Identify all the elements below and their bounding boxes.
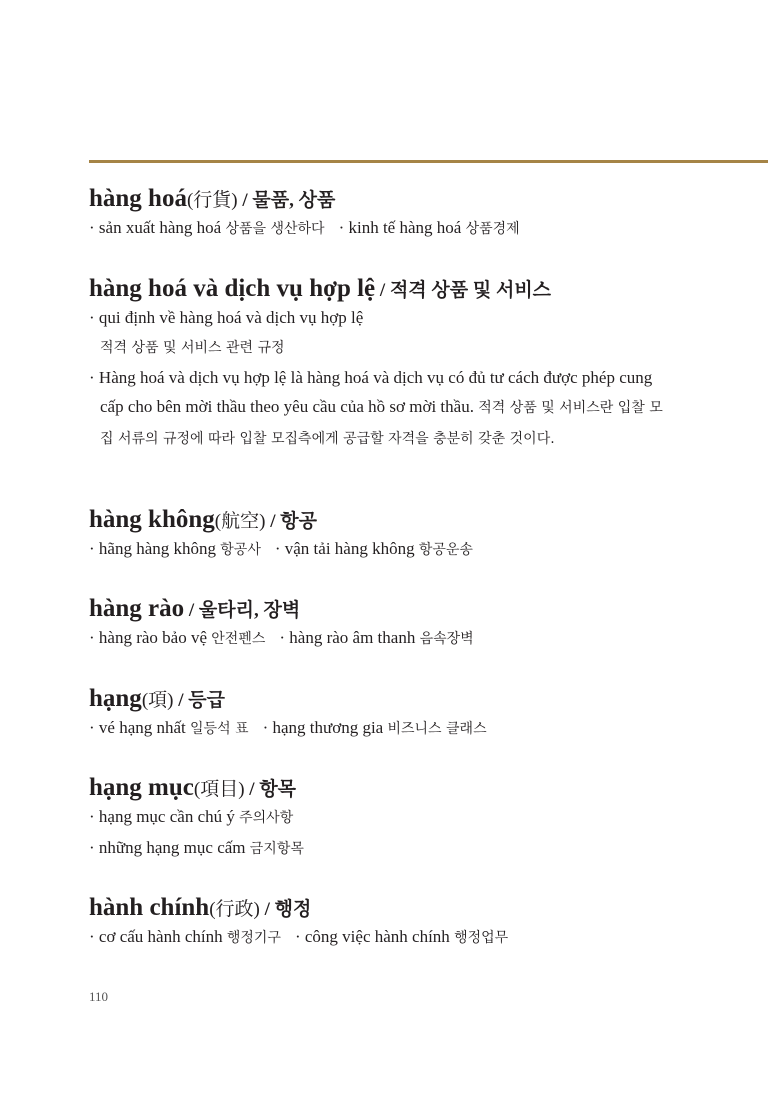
dictionary-entry [89, 276, 729, 454]
headword-term: hạng [89, 685, 142, 712]
example-ko: 항공운송 [418, 542, 473, 558]
example-ko: 상품을 생산하다 [225, 221, 325, 237]
headword-gloss: / 등급 [173, 690, 225, 711]
dictionary-entry [89, 686, 729, 744]
headword-gloss: / 항공 [265, 511, 317, 532]
headword-term: hàng hoá và dịch vụ hợp lệ [89, 275, 376, 302]
example-line [89, 213, 729, 244]
example-ko: 행정기구 [226, 930, 281, 946]
example-ko: 일등석 표 [190, 721, 249, 737]
example-vi: · Hàng hoá và dịch vụ hợp lệ là hàng hoá và dịch vụ có đủ tư cách được phép cung cấp cho bên mời thầu theo yêu cầu của hồ sơ mời thầu. [89, 368, 653, 416]
headword-hanja: (項) [141, 690, 174, 711]
headword [89, 507, 729, 532]
example-ko: 비즈니스 클래스 [387, 721, 487, 737]
headword-term: hành chính [89, 894, 210, 921]
example-ko: 행정업무 [454, 930, 509, 946]
example-line [89, 534, 729, 565]
example-vi: · qui định về hàng hoá và dịch vụ hợp lệ [89, 308, 364, 327]
headword-term: hàng hoá [89, 185, 187, 212]
example-ko: 주의사항 [239, 810, 294, 826]
example-vi: · vận tải hàng không [274, 539, 419, 558]
headword-term: hạng mục [89, 774, 194, 801]
headword [89, 895, 729, 920]
dictionary-entry [89, 775, 729, 864]
example-ko: 상품경제 [465, 221, 520, 237]
dictionary-entry [89, 596, 729, 654]
headword [89, 186, 729, 211]
example-vi: · cơ cấu hành chính [89, 927, 227, 946]
example-line [89, 363, 670, 454]
headword-hanja: (項目) [193, 779, 245, 800]
example-vi: · hạng mục cần chú ý [89, 807, 240, 826]
example-ko: 안전펜스 [211, 631, 266, 647]
header-rule [89, 160, 768, 163]
headword-gloss: / 항목 [244, 779, 297, 800]
example-vi: · hãng hàng không [89, 539, 221, 558]
headword-term: hàng rào [89, 595, 185, 622]
headword-gloss: / 적격 상품 및 서비스 [375, 280, 552, 301]
example-line [89, 303, 729, 363]
example-line [89, 802, 729, 833]
headword-gloss: / 울타리, 장벽 [184, 600, 301, 621]
headword-hanja: (行政) [209, 899, 260, 920]
example-line [89, 833, 729, 864]
example-ko: 적격 상품 및 서비스란 입찰 모집 서류의 규정에 따라 입찰 모집측에게 공급할 자격을 충분히 갖춘 것이다. [100, 400, 663, 447]
headword-hanja: (行貨) [186, 190, 238, 211]
example-line [89, 922, 729, 953]
example-vi: · công việc hành chính [294, 927, 455, 946]
example-vi: · những hạng mục cấm [89, 838, 250, 857]
headword [89, 596, 729, 621]
example-line [89, 713, 729, 744]
dictionary-entry [89, 186, 729, 244]
dictionary-entry [89, 507, 729, 565]
example-line [89, 623, 729, 654]
example-ko: 음속장벽 [419, 631, 474, 647]
example-vi: · vé hạng nhất [89, 718, 191, 737]
headword [89, 775, 729, 800]
headword [89, 686, 729, 711]
example-vi: · hàng rào bảo vệ [89, 628, 212, 647]
headword-hanja: (航空) [214, 511, 266, 532]
example-vi: · hạng thương gia [262, 718, 388, 737]
headword-term: hàng không [89, 506, 215, 533]
example-ko: 금지항목 [249, 841, 304, 857]
example-ko: 항공사 [220, 542, 261, 558]
example-vi: · kinh tế hàng hoá [338, 218, 466, 237]
headword [89, 276, 729, 301]
example-vi: · hàng rào âm thanh [279, 628, 420, 647]
example-vi: · sản xuất hàng hoá [89, 218, 226, 237]
dictionary-entry [89, 895, 729, 953]
headword-gloss: / 물품, 상품 [237, 190, 336, 211]
page-number: 110 [89, 989, 109, 1004]
example-ko: 적격 상품 및 서비스 관련 규정 [100, 340, 285, 356]
headword-gloss: / 행정 [259, 899, 312, 920]
